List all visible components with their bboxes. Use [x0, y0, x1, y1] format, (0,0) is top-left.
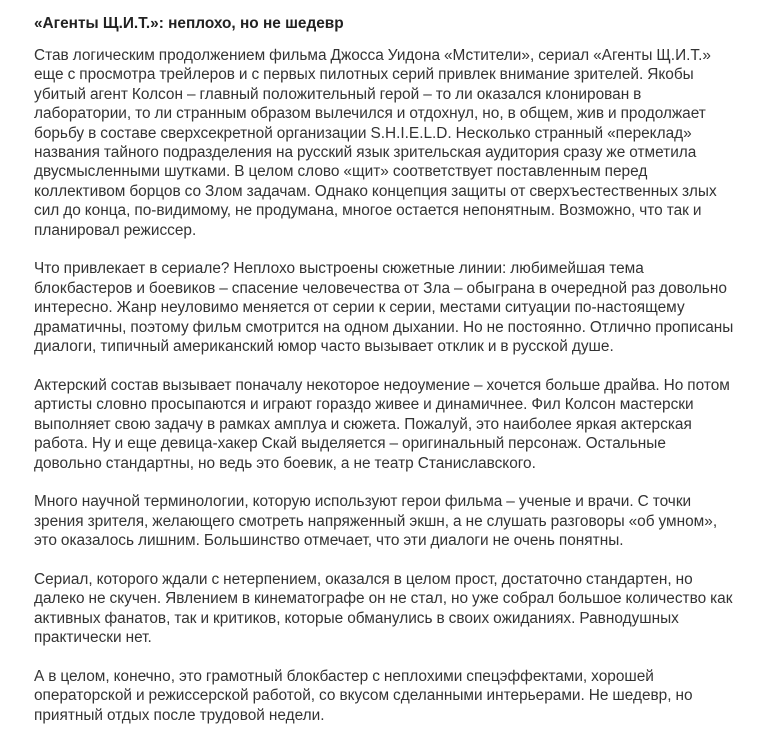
paragraph-1: Став логическим продолжением фильма Джосса Уидона «Мстители», сериал «Агенты Щ.И.Т.» еще с просмотра трейлеров и с первых пилотных серий привлек внимание зрителей. Якобы убитый агент Колсон – главный положительный герой – то ли оказался клонирован в лаборатории, то ли странным образом вылечился и отдохнул, но, в общем, жив и продолжает борьбу в составе сверхсекретной организации S.H.I.E.L.D. Несколько странный «перeклад» названия тайного подразделения на русский язык зрительская аудитория сразу же отметила двусмысленными шутками. В целом слово «щит» соответствует поставленным перед коллективом борцов со Злом задачам. Однако концепция защиты от сверхъестественных злых сил до конца, по-видимому, не продумана, многое остается непонятным. Возможно, что так и планировал режиссер.	[34, 47, 717, 239]
article-body	[34, 14, 734, 745]
paragraph-4: Много научной терминологии, которую используют герои фильма – ученые и врачи. С точки зрения зрителя, желающего смотреть напряженный экшн, а не слушать разговоры «об умном», это оказалось лишним. Большинство отмечает, что эти диалоги не очень понятны.	[34, 493, 718, 550]
article-title: «Агенты Щ.И.Т.»: неплохо, но не шедевр	[34, 15, 344, 32]
paragraph-2: Что привлекает в сериале? Неплохо выстроены сюжетные линии: любимейшая тема блокбастеров и боевиков – спасение человечества от Зла – обыграна в очередной раз довольно интересно. Жанр неуловимо меняется от серии к серии, местами ситуации по-настоящему драматичны, поэтому фильм смотрится на одном дыхании. Но не постоянно. Отлично прописаны диалоги, типичный американский юмор часто вызывает отклик и в русской душе.	[34, 260, 734, 356]
paragraph-5: Сериал, которого ждали с нетерпением, оказался в целом прост, достаточно стандартен, но далеко не скучен. Явлением в кинематографе он не стал, но уже собрал большое количество как активных фанатов, так и критиков, которые обманулись в своих ожиданиях. Равнодушных практически нет.	[34, 570, 733, 647]
paragraph-6: А в целом, конечно, это грамотный блокбастер с неплохими спецэффектами, хорошей операторской и режиссерской работой, со вкусом сделанными интерьерами. Не шедевр, но приятный отдых после трудовой недели.	[34, 667, 693, 724]
paragraph-3: Актерский состав вызывает поначалу некоторое недоумение – хочется больше драйва. Но потом артисты словно просыпаются и играют гораздо живее и динамичнее. Фил Колсон мастерски выполняет свою задачу в рамках амплуа и сюжета. Пожалуй, это наиболее яркая актерская работа. Ну и еще девица-хакер Скай выделяется – оригинальный персонаж. Остальные довольно стандартны, но ведь это боевик, а не театр Станиславского.	[34, 376, 730, 472]
